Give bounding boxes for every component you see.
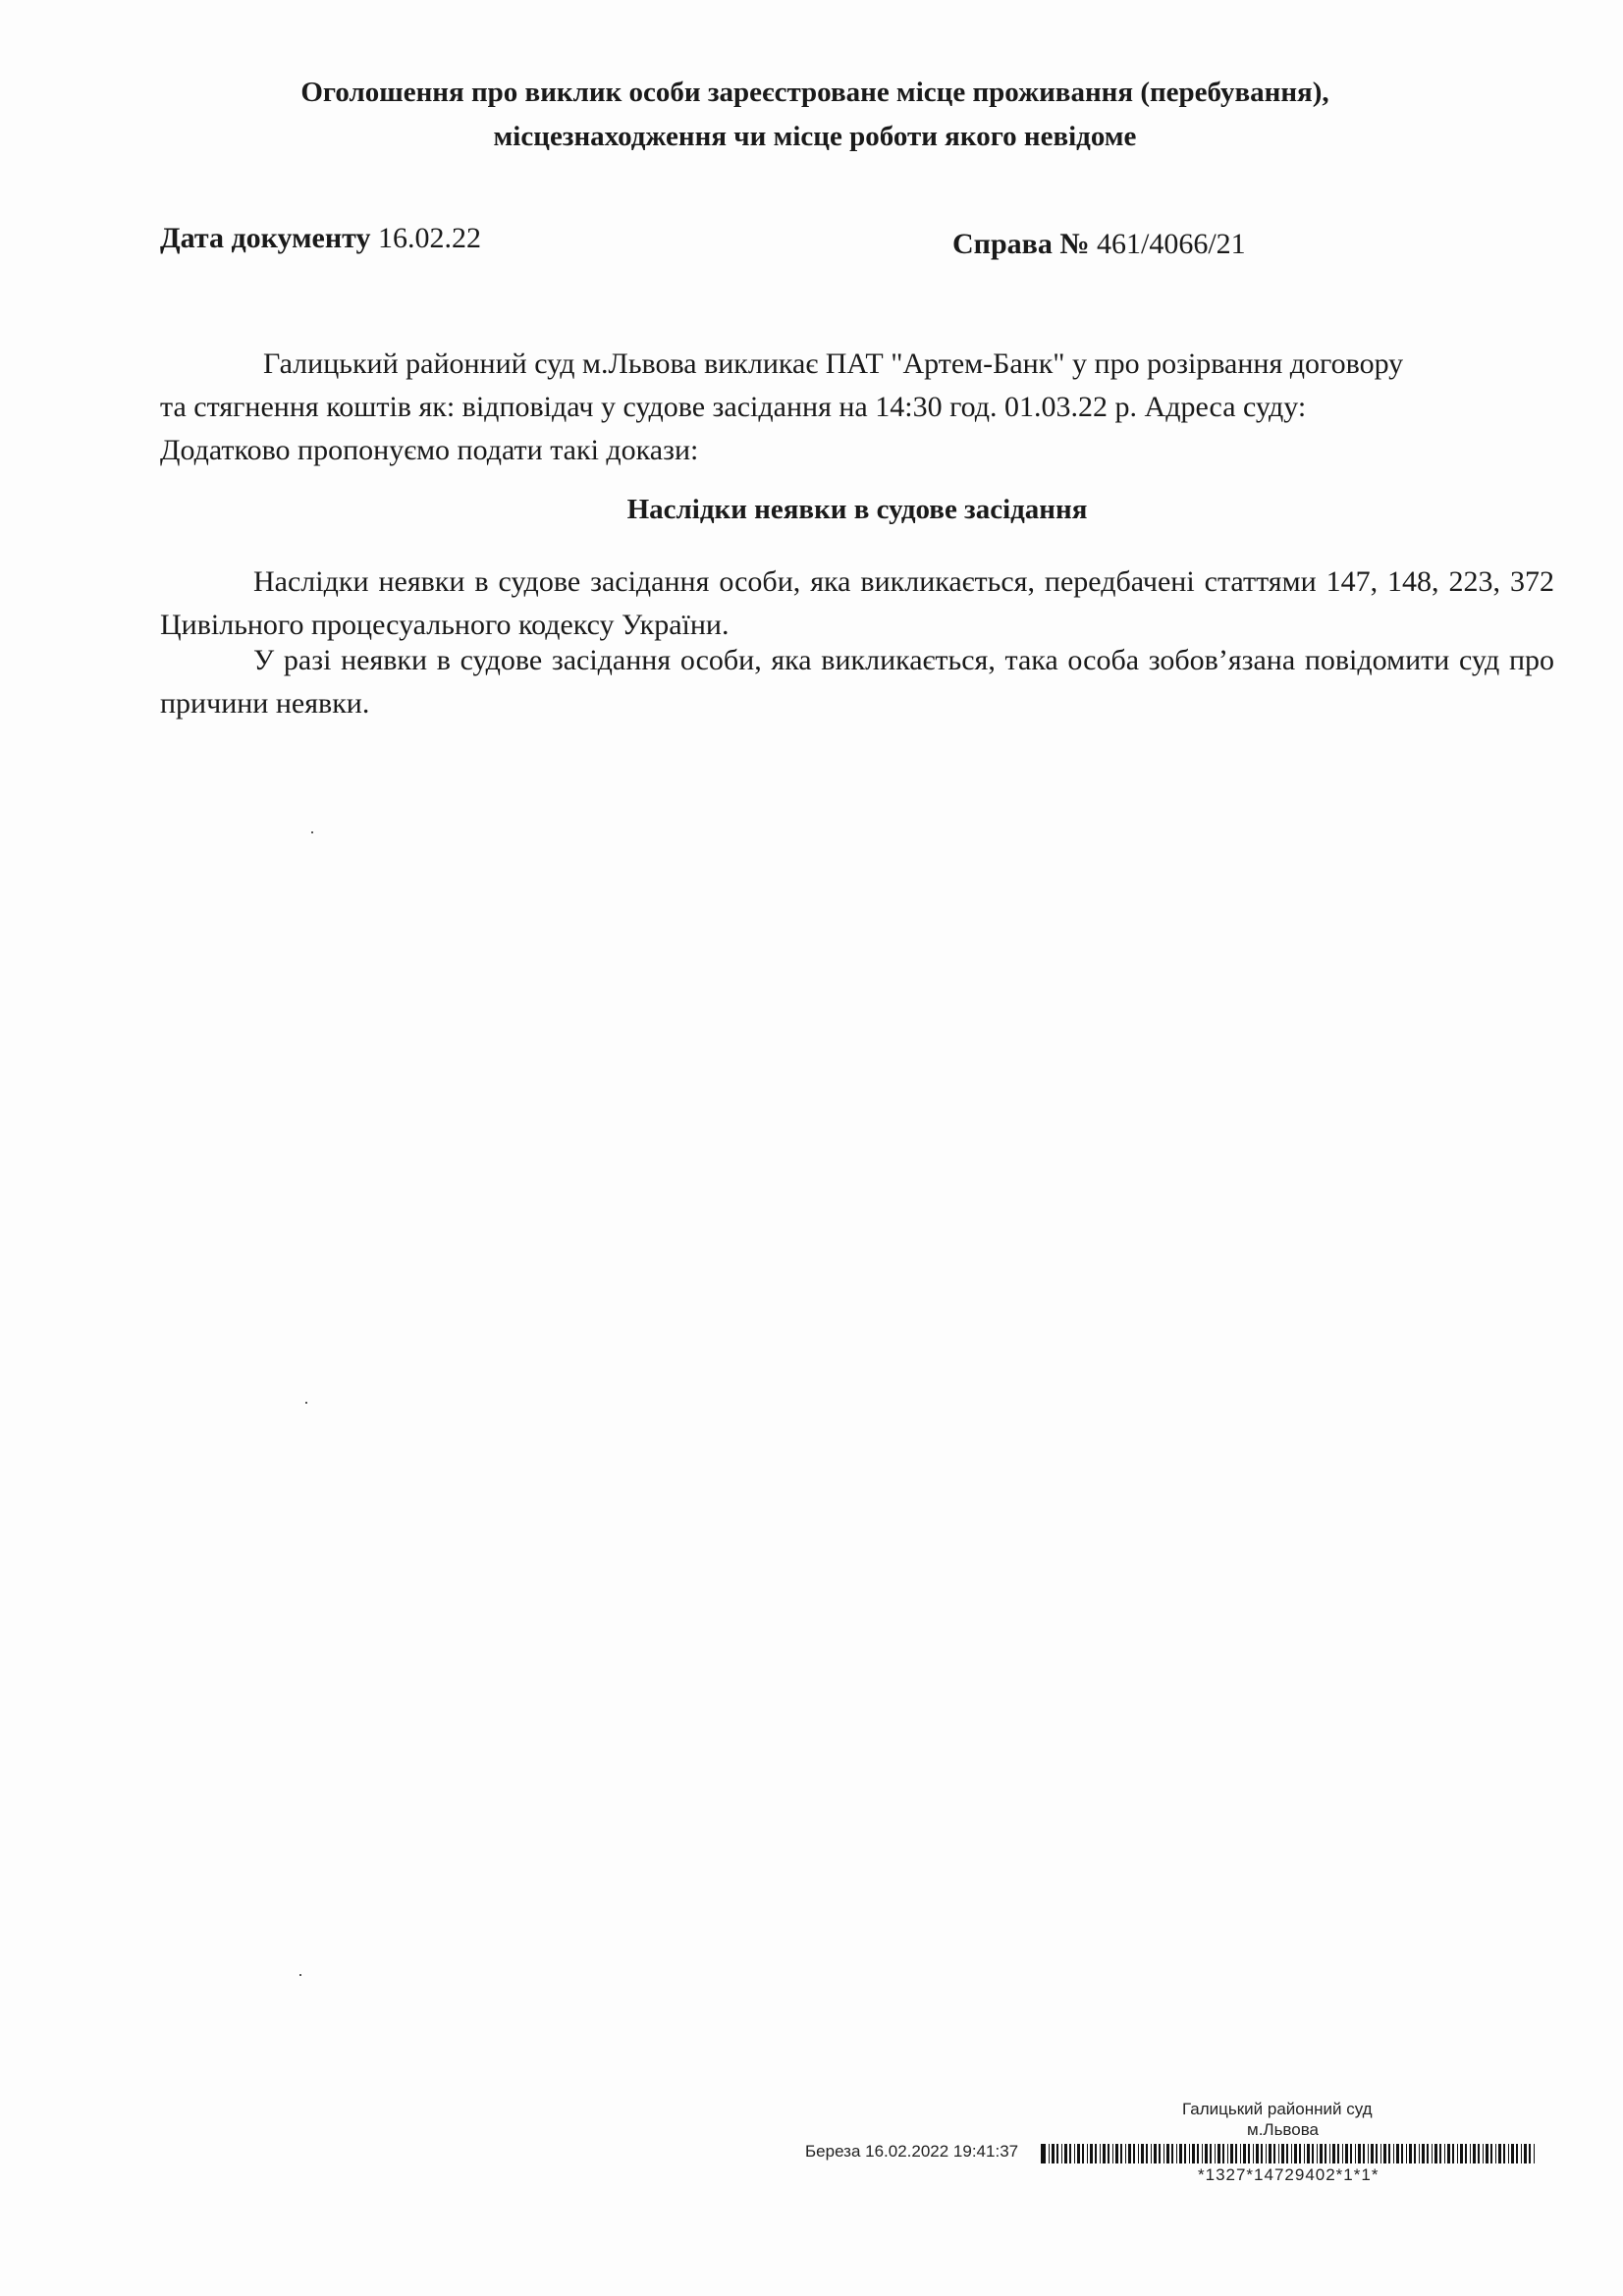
date-value: 16.02.22 [377, 222, 481, 254]
title-line-2: місцезнаходження чи місце роботи якого невідоме [493, 121, 1137, 152]
document-title [226, 71, 1404, 159]
case-value: 461/4066/21 [1096, 228, 1246, 260]
summons-line-3: Додатково пропонуємо подати такі докази: [160, 434, 699, 466]
consequences-text-2: У разі неявки в судове засідання особи, яка викликається, така особа зобов’язана повідомити суд про причини неявки. [160, 644, 1554, 720]
case-number [952, 228, 1246, 261]
footer-timestamp: Береза 16.02.2022 19:41:37 [805, 2142, 1019, 2161]
consequences-paragraph-2 [160, 639, 1554, 725]
consequences-paragraph-1 [160, 561, 1554, 647]
consequences-heading: Наслідки неявки в судове засідання [626, 494, 1088, 525]
date-label: Дата документу [160, 222, 371, 254]
document-barcode [1044, 2144, 1535, 2163]
footer-court-name: Галицький районний суд [1182, 2100, 1373, 2118]
barcode-id: *1327*14729402*1*1* [1198, 2165, 1380, 2184]
summons-line-2: та стягнення коштів як: відповідач у судове засідання на 14:30 год. 01.03.22 р. Адреса суду: [160, 391, 1307, 423]
summons-line-1: Галицький районний суд м.Львова викликає ПАТ "Артем-Банк" у про розірвання договору [263, 347, 1404, 380]
scan-speck [299, 1974, 301, 1976]
summons-paragraph [160, 343, 1554, 472]
consequences-text-1: Наслідки неявки в судове засідання особи, яка викликається, передбачені статтями 147, 148, 223, 372 Цивільного процесуального кодексу України. [160, 565, 1554, 641]
scan-speck [311, 831, 313, 833]
case-label: Справа № [952, 228, 1090, 260]
document-date [160, 222, 481, 255]
footer-court-city: м.Львова [1247, 2120, 1320, 2139]
title-line-1: Оголошення про виклик особи зареєстроване місце проживання (перебування), [300, 77, 1329, 108]
scan-speck [305, 1402, 307, 1404]
